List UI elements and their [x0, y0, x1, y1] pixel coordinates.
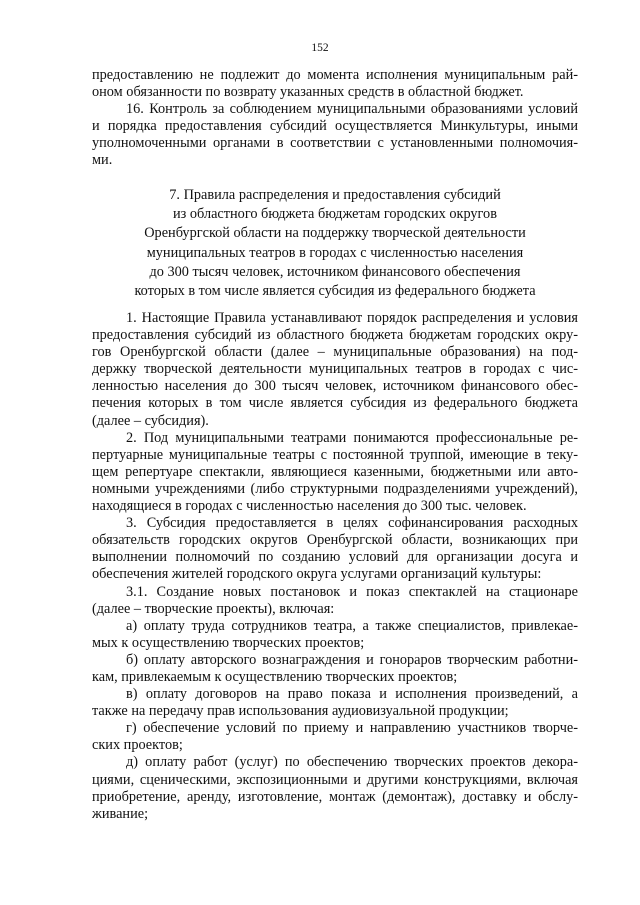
text-line: циями, сценическими, экспозиционными и другими конструкциями, включая	[92, 771, 578, 788]
text-line: г) обеспечение условий по приему и направлению участников творче-	[126, 720, 578, 737]
page-number: 152	[311, 42, 329, 54]
text-line: приобретение, аренду, изготовление, монтаж (демонтаж), доставку и обслу-	[92, 788, 578, 805]
section-title-line: муниципальных театров в городах с численностью населения	[146, 244, 524, 261]
text-line: оном обязанности по возврату указанных средств в областной бюджет.	[92, 84, 524, 101]
section-title	[92, 186, 578, 301]
text-line: (далее – творческие проекты), включая:	[92, 600, 335, 617]
text-line: предоставлению не подлежит до момента исполнения муниципальным рай-	[92, 67, 578, 83]
text-line: ских проектов;	[92, 737, 183, 754]
section-title-line: до 300 тысяч человек, источником финансового обеспечения	[149, 263, 521, 280]
text-line: 2. Под муниципальными театрами понимаются профессиональные ре-	[126, 429, 578, 446]
text-line: предоставления субсидий из областного бюджета бюджетам городских окру-	[92, 327, 578, 344]
text-line: обеспечения жителей городского округа услугами организаций культуры:	[92, 566, 542, 583]
text-line: ленностью населения до 300 тысяч человек, источником финансового обес-	[92, 378, 578, 395]
text-line: и порядка предоставления субсидий осуществляется Минкультуры, иными	[92, 118, 578, 135]
text-line: мых к осуществлению творческих проектов;	[92, 634, 365, 651]
text-line: печения которых в том числе является субсидия из федерального бюджета	[92, 395, 578, 412]
text-line: также на передачу прав использования аудиовизуальной продукции;	[92, 703, 509, 720]
text-line: находящиеся в городах с численностью населения до 300 тыс. человек.	[92, 498, 527, 515]
section-title-line: которых в том числе является субсидия из федерального бюджета	[134, 283, 536, 300]
text-line: а) оплату труда сотрудников театра, а также специалистов, привлекае-	[126, 617, 578, 634]
section-title-line: 7. Правила распределения и предоставления субсидий	[169, 187, 501, 203]
section-title-line: Оренбургской области на поддержку творческой деятельности	[144, 225, 526, 242]
text-line: в) оплату договоров на право показа и исполнения произведений, а	[126, 686, 578, 703]
text-line: 3. Субсидия предоставляется в целях софинансирования расходных	[126, 515, 578, 532]
text-line: щем репертуаре спектакли, являющиеся казенными, бюджетными или авто-	[92, 463, 578, 480]
top-paragraphs	[92, 67, 578, 170]
text-line: 1. Настоящие Правила устанавливают порядок распределения и условия	[126, 310, 578, 326]
text-line: выполнении полномочий по созданию условий для организации досуга и	[92, 549, 578, 566]
text-line: пертуарные муниципальные театры с постоянной труппой, имеющие в теку-	[92, 446, 578, 463]
body-paragraphs	[92, 310, 578, 823]
text-line: ми.	[92, 152, 113, 169]
text-line: обязательств городских округов Оренбургской области, возникающих при	[92, 532, 578, 549]
text-line: д) оплату работ (услуг) по обеспечению творческих проектов декора-	[126, 754, 578, 771]
text-line: номными учреждениями (либо структурными подразделениями учреждений),	[92, 480, 578, 497]
text-line: уполномоченными органами в соответствии с установленными полномочия-	[92, 135, 578, 152]
text-line: держку творческой деятельности муниципальных театров в городах с чис-	[92, 361, 578, 378]
text-line: 16. Контроль за соблюдением муниципальными образованиями условий	[126, 101, 578, 118]
text-line: б) оплату авторского вознаграждения и гонораров творческим работни-	[126, 651, 578, 668]
text-line: живание;	[92, 805, 149, 822]
text-line: 3.1. Создание новых постановок и показ спектаклей на стационаре	[126, 583, 578, 600]
text-line: (далее – субсидия).	[92, 412, 209, 429]
text-line: кам, привлекаемым к осуществлению творческих проектов;	[92, 668, 458, 685]
text-line: гов Оренбургской области (далее – муниципальные образования) на под-	[92, 344, 578, 361]
section-title-line: из областного бюджета бюджетам городских округов	[173, 206, 497, 223]
